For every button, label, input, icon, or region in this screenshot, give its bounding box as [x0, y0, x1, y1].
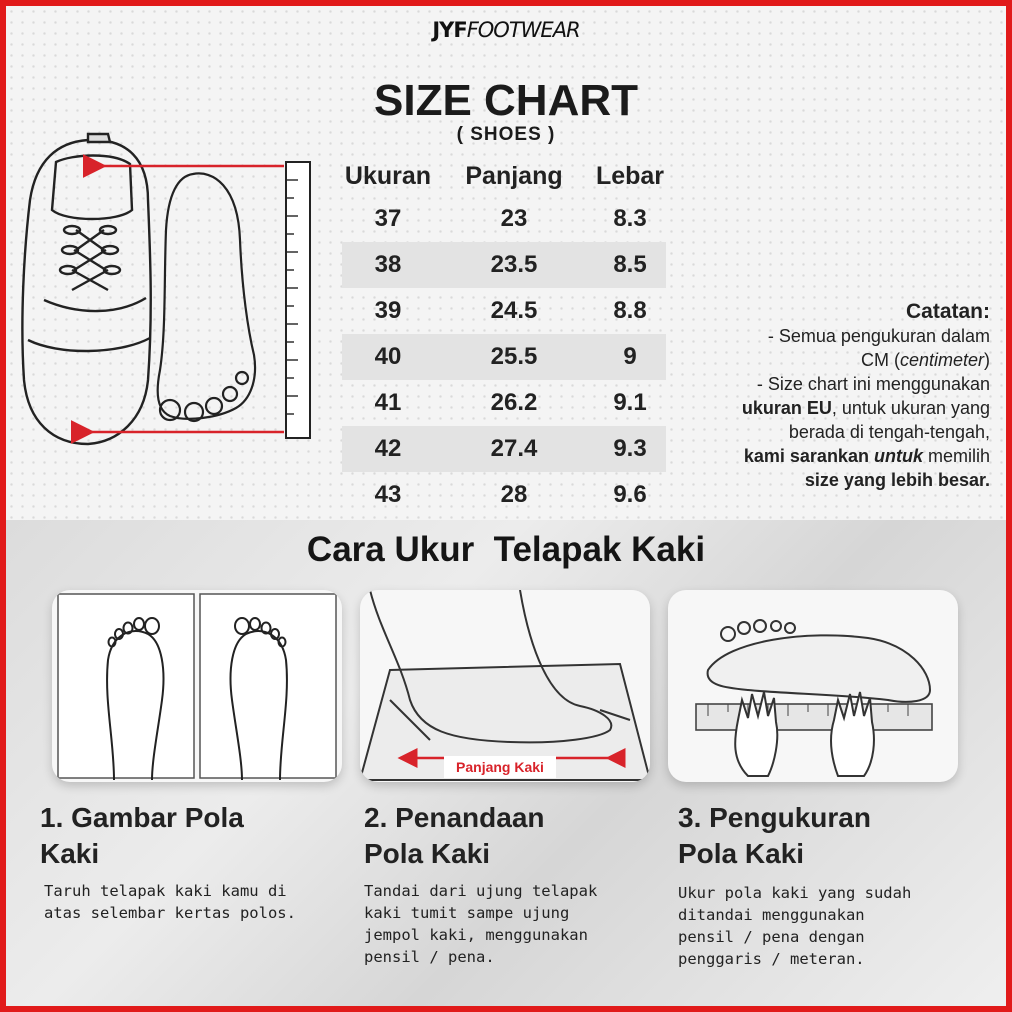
step-2-description: Tandai dari ujung telapak kaki tumit sampe ujung jempol kaki, menggunakan pensil / pena. — [364, 882, 598, 966]
step-2-title: 2. Penandaan Pola Kaki — [364, 802, 545, 869]
cell-panjang: 23 — [500, 205, 528, 232]
cell-ukuran: 38 — [374, 251, 402, 278]
step-2-illustration-card — [360, 590, 650, 782]
cell-ukuran: 39 — [374, 297, 402, 324]
table-row — [342, 242, 666, 288]
cell-ukuran: 43 — [374, 481, 402, 508]
cell-panjang: 24.5 — [490, 297, 538, 324]
cell-ukuran: 41 — [374, 389, 402, 416]
size-table-header — [342, 156, 666, 196]
notes-panel — [690, 300, 990, 492]
cell-ukuran: 42 — [374, 435, 402, 462]
table-row — [342, 426, 666, 472]
ruler-icon — [286, 162, 310, 438]
foot-outline-icon — [158, 173, 255, 421]
ruler-measuring-icon — [668, 590, 958, 782]
cell-lebar: 9.3 — [613, 435, 647, 462]
cell-ukuran: 40 — [374, 343, 402, 370]
measure-arrows-icon — [90, 166, 284, 432]
notes-line: berada di tengah-tengah, — [788, 422, 990, 442]
notes-line: - Size chart ini menggunakan — [756, 374, 990, 394]
shoe-icon — [22, 134, 150, 444]
table-row — [342, 288, 666, 334]
cell-panjang: 23.5 — [490, 251, 538, 278]
column-header-ukuran: Ukuran — [344, 161, 432, 190]
step-1-description: Taruh telapak kaki kamu di atas selembar kertas polos. — [44, 882, 296, 922]
panjang-kaki-label: Panjang Kaki — [456, 759, 544, 775]
cell-panjang: 28 — [500, 481, 528, 508]
table-row — [342, 380, 666, 426]
notes-line: kami sarankan untuk memilih — [743, 446, 990, 466]
cell-panjang: 27.4 — [490, 435, 538, 462]
notes-line: ukuran EU, untuk ukuran yang — [741, 398, 990, 418]
notes-line: size yang lebih besar. — [804, 470, 990, 490]
feet-top-view-icon — [52, 590, 342, 782]
notes-line: - Semua pengukuran dalam — [767, 326, 990, 346]
step-3-illustration-card — [668, 590, 958, 782]
brand-logo: JYFFOOTWEAR — [432, 18, 580, 42]
notes-line: CM (centimeter) — [860, 350, 990, 370]
column-header-lebar: Lebar — [595, 161, 665, 190]
how-to-title: Cara Ukur Telapak Kaki — [306, 530, 706, 569]
column-header-panjang: Panjang — [465, 161, 563, 190]
size-table — [342, 156, 666, 518]
table-row — [342, 472, 666, 518]
cell-panjang: 26.2 — [490, 389, 538, 416]
shoe-foot-illustration — [18, 130, 328, 460]
cell-lebar: 8.5 — [613, 251, 647, 278]
cell-lebar: 9.1 — [613, 389, 647, 416]
page-subtitle: ( SHOES ) — [456, 124, 556, 145]
cell-panjang: 25.5 — [490, 343, 538, 370]
table-row — [342, 196, 666, 242]
cell-lebar: 9 — [623, 343, 637, 370]
step-1-title: 1. Gambar Pola Kaki — [40, 802, 244, 869]
cell-lebar: 8.8 — [613, 297, 647, 324]
notes-title: Catatan: — [905, 300, 990, 323]
step-3-title: 3. Pengukuran Pola Kaki — [678, 802, 871, 869]
step-3-description: Ukur pola kaki yang sudah ditandai menggunakan pensil / pena dengan penggaris / meteran. — [678, 884, 912, 968]
cell-lebar: 9.6 — [613, 481, 647, 508]
table-row — [342, 334, 666, 380]
cell-lebar: 8.3 — [613, 205, 647, 232]
step-1-illustration-card — [52, 590, 342, 782]
cell-ukuran: 37 — [374, 205, 402, 232]
page-title: SIZE CHART — [374, 76, 638, 125]
foot-marking-icon — [360, 590, 650, 782]
